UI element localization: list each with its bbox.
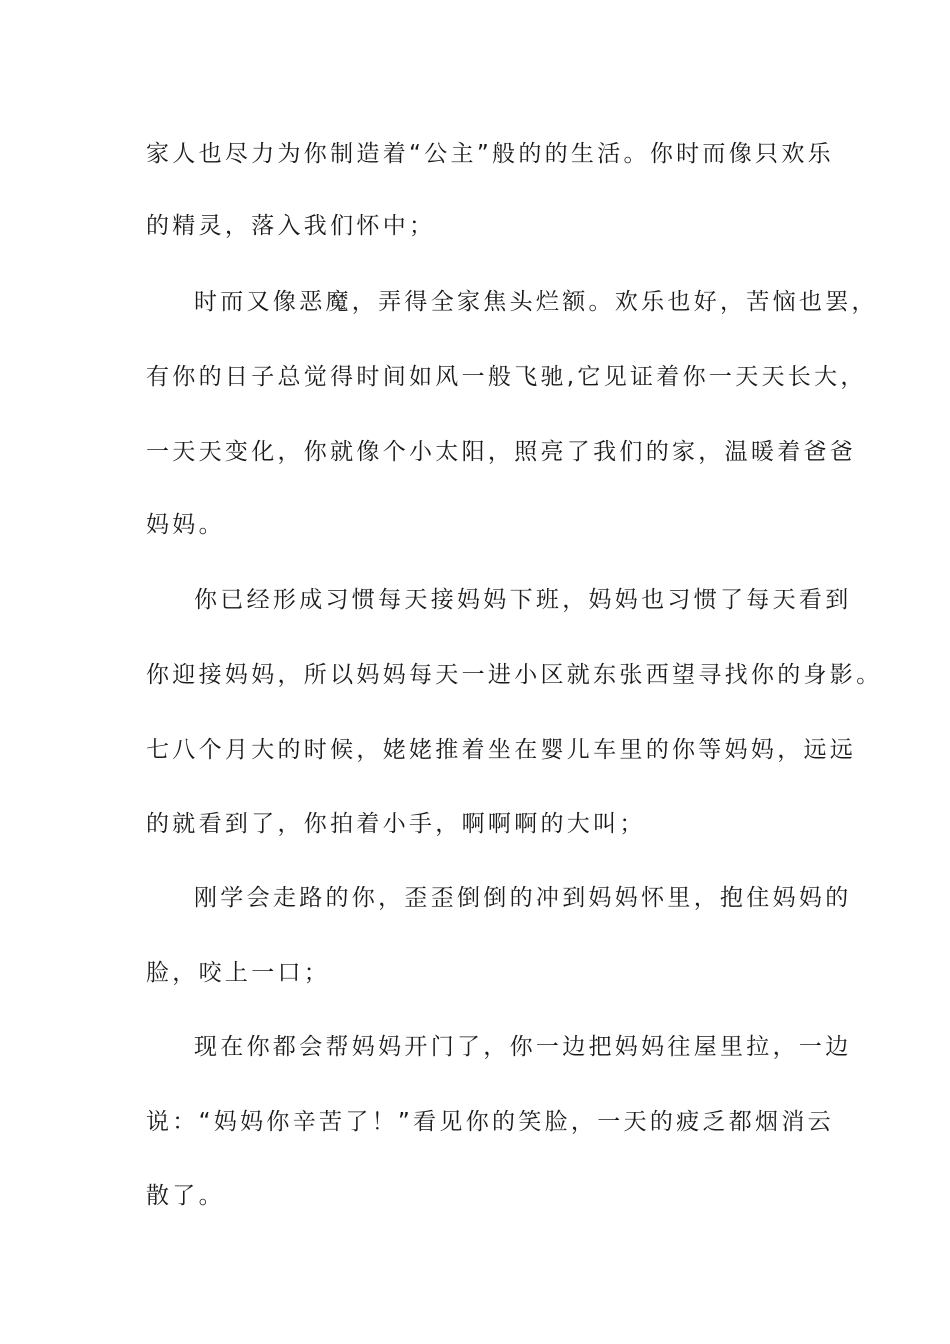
- text-line: 的精灵，落入我们怀中；: [146, 213, 436, 239]
- paragraph-first-line: 刚学会走路的你，歪歪倒倒的冲到妈妈怀里，抱住妈妈的: [194, 885, 852, 911]
- text-line: 散了。: [146, 1183, 225, 1209]
- text-line: 说：“妈妈你辛苦了！”看见你的笑脸，一天的疲乏都烟消云: [146, 1109, 834, 1135]
- text-line: 一天天变化，你就像个小太阳，照亮了我们的家，温暖着爸爸: [146, 439, 857, 465]
- text-line: 你迎接妈妈，所以妈妈每天一进小区就东张西望寻找你的身影。: [146, 662, 883, 688]
- text-line: 七八个月大的时候，姥姥推着坐在婴儿车里的你等妈妈，远远: [146, 737, 857, 763]
- paragraph-first-line: 你已经形成习惯每天接妈妈下班，妈妈也习惯了每天看到: [194, 587, 852, 613]
- text-line: 的就看到了，你拍着小手，啊啊啊的大叫；: [146, 811, 646, 837]
- paragraph-first-line: 时而又像恶魔，弄得全家焦头烂额。欢乐也好，苦恼也罢，: [194, 289, 878, 315]
- text-line: 家人也尽力为你制造着“公主”般的的生活。你时而像只欢乐: [146, 141, 834, 167]
- text-line: 妈妈。: [146, 512, 225, 538]
- text-line: 脸，咬上一口；: [146, 960, 331, 986]
- paragraph-first-line: 现在你都会帮妈妈开门了，你一边把妈妈往屋里拉，一边: [194, 1034, 852, 1060]
- text-line: 有你的日子总觉得时间如风一般飞驰,它见证着你一天天长大，: [146, 364, 867, 390]
